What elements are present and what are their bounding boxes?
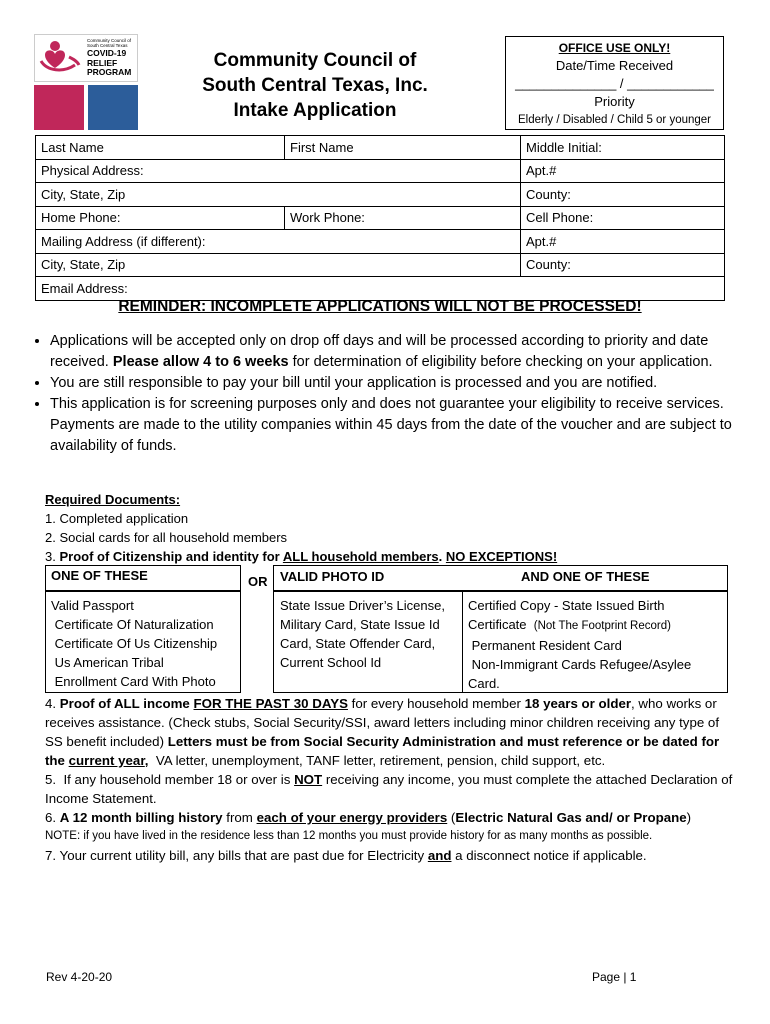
required-documents-heading: Required Documents: [45, 492, 181, 507]
info-bullet-list [30, 331, 750, 457]
logo-pink-block [34, 85, 84, 130]
logo-blue-block [88, 85, 138, 130]
mailing-city-state-zip-field[interactable]: City, State, Zip [36, 253, 521, 277]
logo [34, 34, 138, 130]
list-item: 2. Social cards for all household members [45, 530, 288, 545]
last-name-field[interactable]: Last Name [36, 136, 285, 160]
list-item: Us American Tribal [51, 655, 164, 670]
heart-hands-icon [39, 39, 81, 77]
list-item: 7. Your current utility bill, any bills that are past due for Electricity and a disconnect notice if applicable. [45, 848, 647, 863]
home-phone-field[interactable]: Home Phone: [36, 206, 285, 230]
list-item: Military Card, State Issue Id [280, 617, 440, 632]
list-item: Certificate Of Us Citizenship [51, 636, 218, 651]
apt-field[interactable]: Apt.# [521, 159, 725, 183]
required-documents-continued [45, 694, 735, 865]
list-item: • You are still responsible to pay your bill until your application is processed and you are notified. [50, 373, 750, 394]
work-phone-field[interactable]: Work Phone: [285, 206, 521, 230]
col1-header: ONE OF THESE [45, 565, 241, 591]
date-received-label: Date/Time Received [555, 58, 674, 73]
list-item: Card, State Offender Card, [280, 636, 436, 651]
cell-phone-field[interactable]: Cell Phone: [521, 206, 725, 230]
list-item: State Issue Driver’s License, [280, 598, 445, 613]
city-state-zip-field[interactable]: City, State, Zip [36, 183, 521, 207]
applicant-info-table [35, 135, 725, 301]
list-item: 5. If any household member 18 or over is NOT receiving any income, you must complete the attached Declaration of Income Statement. [45, 772, 733, 806]
or-label: OR [248, 574, 268, 589]
list-item: Card. [468, 676, 500, 691]
list-item: Certificate Of Naturalization [51, 617, 214, 632]
logo-program-text: COVID-19 RELIEF PROGRAM [87, 48, 132, 77]
list-item: Current School Id [280, 655, 382, 670]
col2-cell [273, 591, 463, 693]
date-received-field[interactable]: ______________ / ____________ [515, 76, 714, 91]
col2-col3-header: VALID PHOTO ID AND ONE OF THESE [273, 565, 728, 591]
office-use-box [505, 36, 724, 130]
list-item: 6. A 12 month billing history from each of your energy providers (Electric Natural Gas and/ or Propane) [45, 810, 692, 825]
physical-address-field[interactable]: Physical Address: [36, 159, 521, 183]
list-item: 1. Completed application [45, 511, 189, 526]
county-field[interactable]: County: [521, 183, 725, 207]
list-item: Valid Passport [51, 598, 134, 613]
list-item: Enrollment Card With Photo [51, 674, 216, 689]
note-text: NOTE: if you have lived in the residence less than 12 months you must provide history for as many months as possible. [45, 830, 653, 842]
logo-top-panel [34, 34, 138, 82]
list-item: 3. Proof of Citizenship and identity for ALL household members. NO EXCEPTIONS! [45, 549, 558, 564]
office-use-heading: OFFICE USE ONLY! [558, 41, 671, 55]
col3-cell [462, 591, 728, 693]
list-item: Certificate (Not The Footprint Record) [468, 617, 671, 632]
list-item: Permanent Resident Card [468, 638, 622, 653]
document-options-table [45, 565, 728, 693]
col1-cell [45, 591, 241, 693]
list-item: Non-Immigrant Cards Refugee/Asylee [468, 657, 692, 672]
page-number: Page | 1 [592, 970, 637, 984]
email-field[interactable]: Email Address: [36, 277, 725, 301]
priority-options[interactable]: Elderly / Disabled / Child 5 or younger [517, 114, 712, 126]
revision-label: Rev 4-20-20 [46, 970, 113, 984]
list-item: • This application is for screening purposes only and does not guarantee your eligibility to receive services. Payments are made to the utility companies within 45 days from the date of the voucher and are subject to availability of funds. [50, 394, 750, 457]
mailing-county-field[interactable]: County: [521, 253, 725, 277]
mailing-apt-field[interactable]: Apt.# [521, 230, 725, 254]
list-item: 4. Proof of ALL income FOR THE PAST 30 DAYS for every household member 18 years or older, who works or receives assistance. (Check stubs, Social Security/SSI, award letters including minor children receiving any type of SS benefit included) Letters must be from Social Security Administration and must reference or be dated for the current year, VA letter, unemployment, TANF letter, retirement, pension, child support, etc. [45, 696, 720, 768]
reminder-heading: REMINDER: INCOMPLETE APPLICATIONS WILL NOT BE PROCESSED! [118, 298, 642, 315]
logo-small-text: Community Council of South Central Texas [87, 38, 132, 48]
page-title: Community Council of South Central Texas, Inc. Intake Application [202, 50, 428, 121]
required-documents [45, 490, 735, 566]
first-name-field[interactable]: First Name [285, 136, 521, 160]
list-item: Certified Copy - State Issued Birth [468, 598, 665, 613]
middle-initial-field[interactable]: Middle Initial: [521, 136, 725, 160]
priority-label: Priority [594, 94, 635, 109]
mailing-address-field[interactable]: Mailing Address (if different): [36, 230, 521, 254]
list-item: • Applications will be accepted only on drop off days and will be processed according to priority and date received. Please allow 4 to 6 weeks for determination of eligibility before checking on your application. [50, 331, 750, 373]
